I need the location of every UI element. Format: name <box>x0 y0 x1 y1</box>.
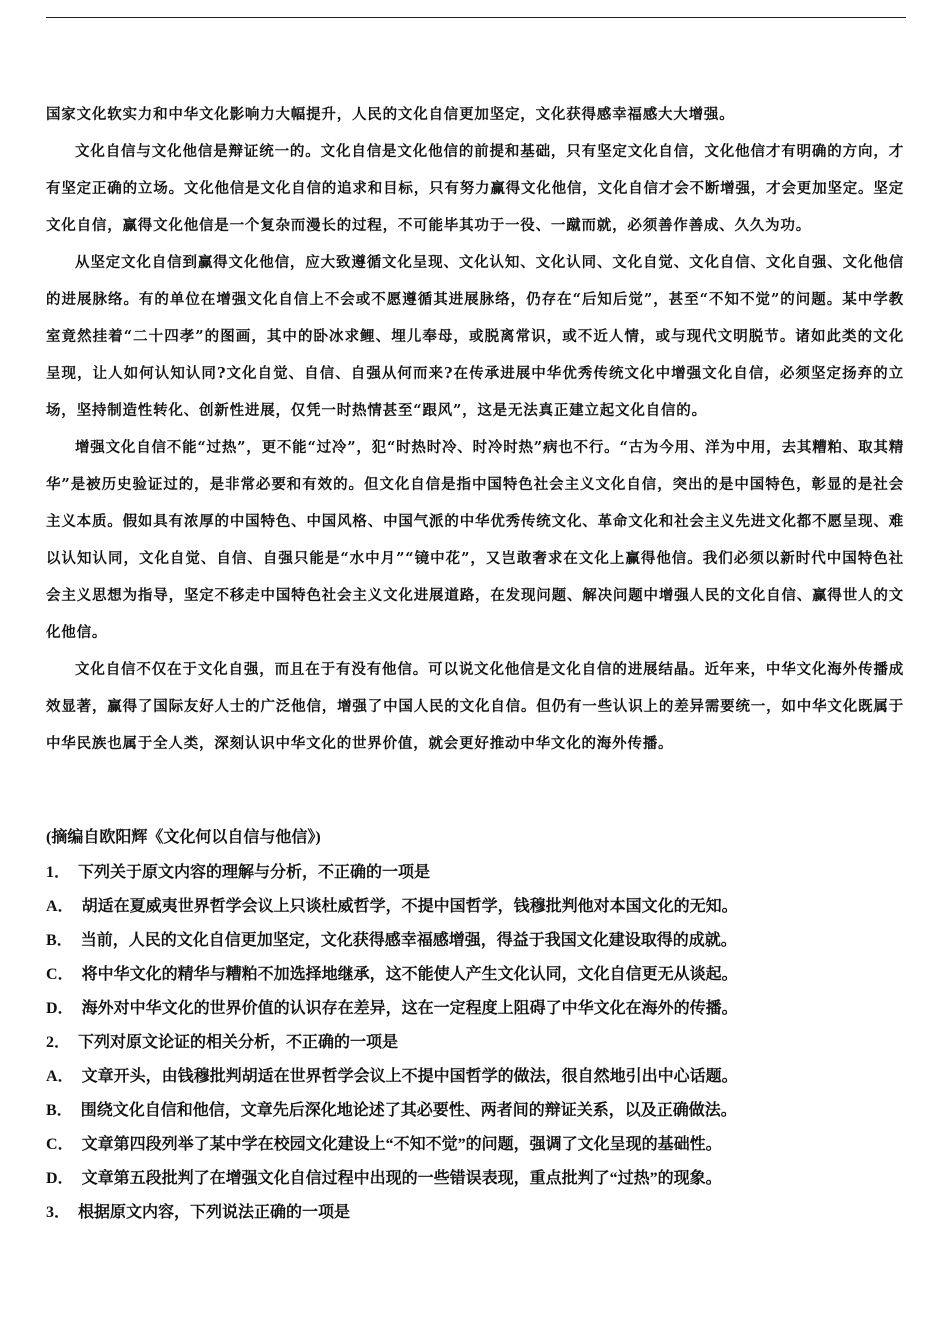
option-letter: D． <box>46 1000 74 1017</box>
question-number: 1． <box>46 864 71 881</box>
header-rule <box>46 17 906 18</box>
passage-paragraph: 文化自信不仅在于文化自强，而且在于有没有他信。可以说文化他信是文化自信的进展结晶。近年来，中华文化海外传播成效显著，赢得了国际友好人士的广泛他信，增强了中国人民的文化自信。但仍有一些认识上的差异需要统一，如中华文化既属于中华民族也属于全人类，深刻认识中华文化的世界价值，就会更好推动中华文化的海外传播。 <box>46 661 904 752</box>
question-text: 下列对原文论证的相关分析，不正确的一项是 <box>78 1034 399 1051</box>
question-stem <box>46 856 904 890</box>
option-text: 胡适在夏威夷世界哲学会议上只谈杜威哲学，不提中国哲学，钱穆批判他对本国文化的无知。 <box>81 898 738 915</box>
answer-option[interactable] <box>46 1094 904 1128</box>
option-text: 文章第五段批判了在增强文化自信过程中出现的一些错误表现，重点批判了“过热”的现象。 <box>81 1170 722 1187</box>
passage-paragraph: 增强文化自信不能“过热”，更不能“过冷”，犯“时热时冷、时冷时热”病也不行。“古为今用、洋为中用，去其糟粕、取其精华”是被历史验证过的，是非常必要和有效的。但文化自信是指中国特色社会主义文化自信，突出的是中国特色，彰显的是社会主义本质。假如具有浓厚的中国特色、中国风格、中国气派的中华优秀传统文化、革命文化和社会主义先进文化都不愿呈现、难以认知认同，文化自觉、自信、自强只能是“水中月”“镜中花”，又岂敢奢求在文化上赢得他信。我们必须以新时代中国特色社会主义思想为指导，坚定不移走中国特色社会主义文化进展道路，在发现问题、解决问题中增强人民的文化自信、赢得世人的文化他信。 <box>46 439 904 641</box>
option-letter: C． <box>46 1136 74 1153</box>
question-number: 2． <box>46 1034 71 1051</box>
passage-paragraph: 文化自信与文化他信是辩证统一的。文化自信是文化他信的前提和基础，只有坚定文化自信，文化他信才有明确的方向，才有坚定正确的立场。文化他信是文化自信的追求和目标，只有努力赢得文化他信，文化自信才会不断增强，才会更加坚定。坚定文化自信，赢得文化他信是一个复杂而漫长的过程，不可能毕其功于一役、一蹴而就，必须善作善成、久久为功。 <box>46 143 904 234</box>
option-text: 围绕文化自信和他信，文章先后深化地论述了其必要性、两者间的辩证关系，以及正确做法。 <box>80 1102 737 1119</box>
option-letter: A． <box>46 1068 74 1085</box>
option-text: 将中华文化的精华与糟粕不加选择地继承，这不能使人产生文化认同，文化自信更无从谈起。 <box>81 966 738 983</box>
answer-option[interactable] <box>46 958 904 992</box>
passage-paragraph: 从坚定文化自信到赢得文化他信，应大致遵循文化呈现、文化认知、文化认同、文化自觉、文化自信、文化自强、文化他信的进展脉络。有的单位在增强文化自信上不会或不愿遵循其进展脉络，仍存在“后知后觉”，甚至“不知不觉”的问题。某中学教室竟然挂着“二十四孝”的图画，其中的卧冰求鲤、埋儿奉母，或脱离常识，或不近人情，或与现代文明脱节。诸如此类的文化呈现，让人如何认知认同?文化自觉、自信、自强从何而来?在传承进展中华优秀传统文化中增强文化自信，必须坚定扬弃的立场，坚持制造性转化、创新性进展，仅凭一时热情甚至“跟风”，这是无法真正建立起文化自信的。 <box>46 254 904 419</box>
answer-option[interactable] <box>46 1128 904 1162</box>
option-letter: A． <box>46 898 74 915</box>
option-text: 文章开头，由钱穆批判胡适在世界哲学会议上不提中国哲学的做法，很自然地引出中心话题。 <box>81 1068 738 1085</box>
question-number: 3． <box>46 1204 71 1221</box>
answer-option[interactable] <box>46 1060 904 1094</box>
option-letter: D． <box>46 1170 74 1187</box>
option-letter: B． <box>46 932 73 949</box>
option-letter: B． <box>46 1102 73 1119</box>
passage-source: (摘编自欧阳辉《文化何以自信与他信》) <box>46 829 321 846</box>
answer-option[interactable] <box>46 924 904 958</box>
question-stem <box>46 1026 904 1060</box>
answer-option[interactable] <box>46 992 904 1026</box>
question-text: 根据原文内容，下列说法正确的一项是 <box>78 1204 351 1221</box>
option-letter: C． <box>46 966 74 983</box>
question-stem <box>46 1196 904 1230</box>
question-text: 下列关于原文内容的理解与分析，不正确的一项是 <box>78 864 431 881</box>
option-text: 海外对中华文化的世界价值的认识存在差异，这在一定程度上阻碍了中华文化在海外的传播。 <box>81 1000 738 1017</box>
option-text: 文章第四段列举了某中学在校园文化建设上“不知不觉”的问题，强调了文化呈现的基础性。 <box>81 1136 722 1153</box>
option-text: 当前，人民的文化自信更加坚定，文化获得感幸福感增强，得益于我国文化建设取得的成就。 <box>80 932 737 949</box>
question-list <box>46 856 904 1230</box>
passage-paragraph: 国家文化软实力和中华文化影响力大幅提升，人民的文化自信更加坚定，文化获得感幸福感大大增强。 <box>46 106 735 123</box>
answer-option[interactable] <box>46 1162 904 1196</box>
reading-passage <box>46 96 904 762</box>
answer-option[interactable] <box>46 890 904 924</box>
